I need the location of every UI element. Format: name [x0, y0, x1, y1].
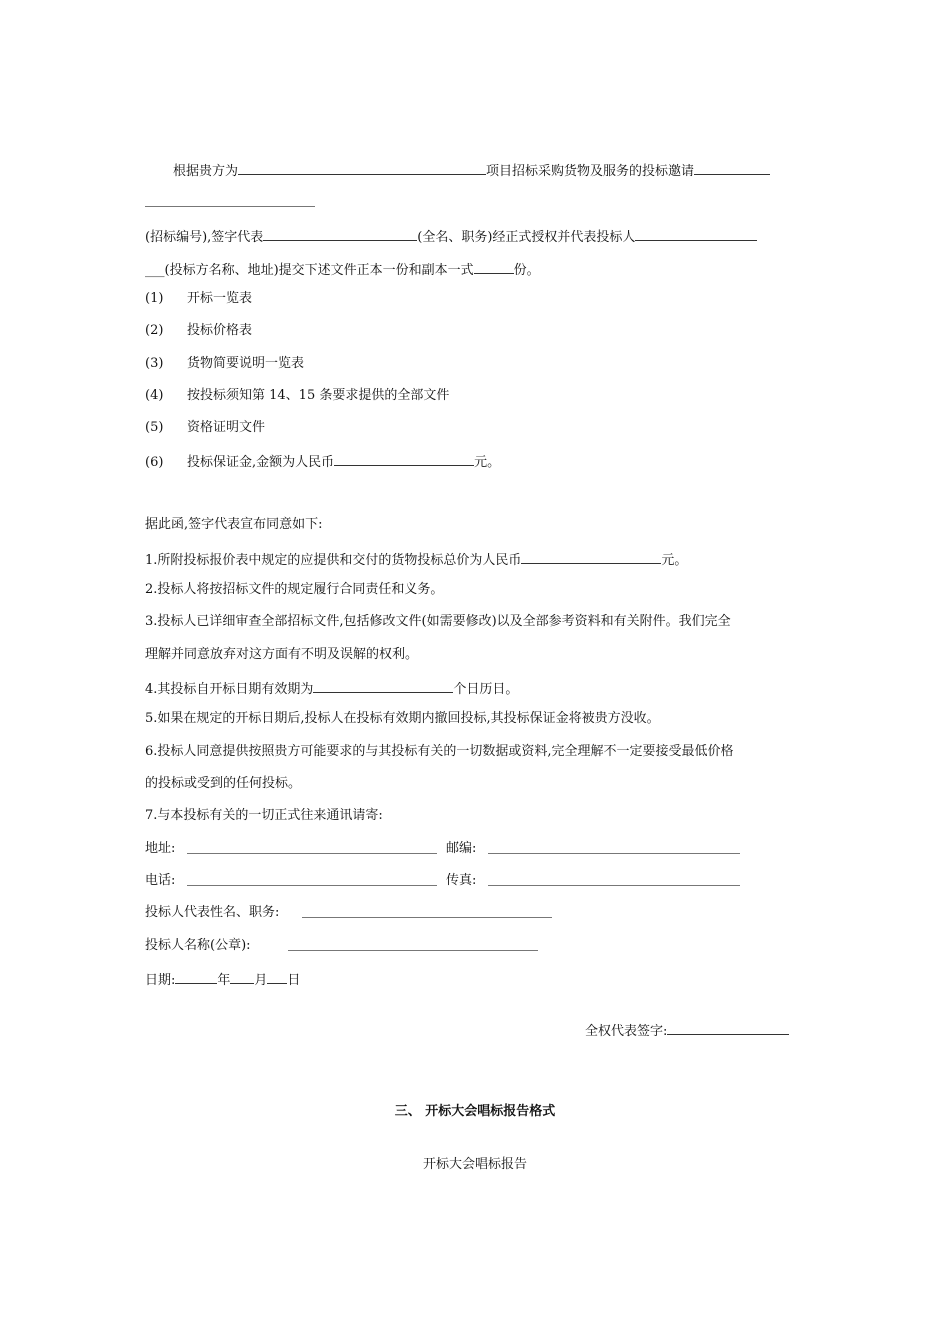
document-number: (2)	[145, 323, 164, 338]
signature-line	[585, 1020, 789, 1041]
document-item	[145, 419, 265, 437]
year-field[interactable]	[175, 969, 217, 984]
document-item	[145, 290, 252, 308]
address-field[interactable]	[187, 853, 437, 854]
date-label: 日期:	[145, 973, 176, 988]
report-subtitle: 开标大会唱标报告	[422, 1157, 527, 1172]
intro-text-3: (招标编号),签字代表	[145, 230, 264, 245]
fax-label: 传真:	[446, 873, 477, 888]
clause-3-line-1: 3.投标人已详细审查全部招标文件,包括修改文件(如需要修改)以及全部参考资料和有关附件。我们完全	[145, 614, 731, 629]
month-field[interactable]	[230, 969, 254, 984]
day-field[interactable]	[267, 969, 287, 984]
month-label: 月	[254, 973, 268, 988]
document-number: (3)	[145, 356, 164, 371]
representative-label: 投标人代表性名、职务:	[145, 905, 280, 920]
document-text: 开标一览表	[187, 291, 253, 306]
phone-label: 电话:	[145, 873, 176, 888]
intro-text-1: 根据贵方为	[173, 164, 239, 179]
document-number: (4)	[145, 388, 164, 403]
clause-1	[145, 549, 687, 570]
document-number: (6)	[145, 455, 164, 470]
address-label: 地址:	[145, 841, 176, 856]
document-number: (5)	[145, 420, 164, 435]
intro-line-3	[145, 259, 540, 280]
signer-name-blank[interactable]	[263, 226, 417, 241]
section-title: 三、 开标大会唱标报告格式	[394, 1104, 556, 1119]
clause-6-line-1: 6.投标人同意提供按照贵方可能要求的与其投标有关的一切数据或资料,完全理解不一定要接受最低价格	[145, 744, 734, 759]
document-text: 货物简要说明一览表	[187, 356, 305, 371]
fax-field[interactable]	[488, 885, 740, 886]
bidder-name-field[interactable]	[288, 950, 538, 951]
year-label: 年	[217, 973, 231, 988]
deposit-amount-blank[interactable]	[334, 451, 474, 466]
postcode-label: 邮编:	[446, 841, 477, 856]
total-price-blank[interactable]	[521, 549, 661, 564]
document-number: (1)	[145, 291, 164, 306]
declaration-intro: 据此函,签字代表宣布同意如下:	[145, 517, 323, 532]
day-label: 日	[287, 973, 301, 988]
postcode-field[interactable]	[488, 853, 740, 854]
phone-field[interactable]	[187, 885, 437, 886]
copies-blank[interactable]	[474, 259, 514, 274]
document-suffix: 元。	[474, 455, 501, 470]
tender-number-blank[interactable]	[145, 206, 315, 207]
document-text: 按投标须知第 14、15 条要求提供的全部文件	[187, 388, 450, 403]
clause-7: 7.与本投标有关的一切正式往来通讯请寄:	[145, 808, 383, 823]
document-item	[145, 451, 500, 472]
date-line	[145, 969, 300, 990]
document-item	[145, 355, 304, 373]
project-name-blank[interactable]	[238, 160, 486, 175]
validity-days-blank[interactable]	[313, 678, 453, 693]
document-text: 投标保证金,金额为人民币	[187, 455, 335, 470]
clause-4-suffix: 个日历日。	[453, 682, 519, 697]
signature-field[interactable]	[667, 1020, 789, 1035]
clause-1-text: 1.所附投标报价表中规定的应提供和交付的货物投标总价为人民币	[145, 553, 522, 568]
intro-line-2	[145, 226, 757, 247]
intro-text-6: 份。	[513, 263, 540, 278]
document-item	[145, 322, 252, 340]
bidder-blank[interactable]	[635, 226, 757, 241]
document-text: 资格证明文件	[187, 420, 266, 435]
clause-6-line-2: 的投标或受到的任何投标。	[145, 776, 302, 791]
clause-4	[145, 678, 518, 699]
intro-text-2: 项目招标采购货物及服务的投标邀请	[486, 164, 695, 179]
document-text: 投标价格表	[187, 323, 253, 338]
document-item	[145, 387, 449, 405]
clause-3-line-2: 理解并同意放弃对这方面有不明及误解的权利。	[145, 647, 419, 662]
clause-5: 5.如果在规定的开标日期后,投标人在投标有效期内撤回投标,其投标保证金将被贵方没收。	[145, 711, 660, 726]
clause-2: 2.投标人将按招标文件的规定履行合同责任和义务。	[145, 582, 444, 597]
clause-4-text: 4.其投标自开标日期有效期为	[145, 682, 314, 697]
invitation-blank[interactable]	[694, 160, 770, 175]
clause-1-suffix: 元。	[661, 553, 688, 568]
representative-field[interactable]	[302, 917, 552, 918]
signature-label: 全权代表签字:	[585, 1024, 668, 1039]
intro-line-1	[173, 160, 770, 181]
bidder-name-label: 投标人名称(公章):	[145, 938, 251, 953]
intro-text-5: ___(投标方名称、地址)提交下述文件正本一份和副本一式	[145, 263, 474, 278]
intro-text-4: (全名、职务)经正式授权并代表投标人	[417, 230, 636, 245]
